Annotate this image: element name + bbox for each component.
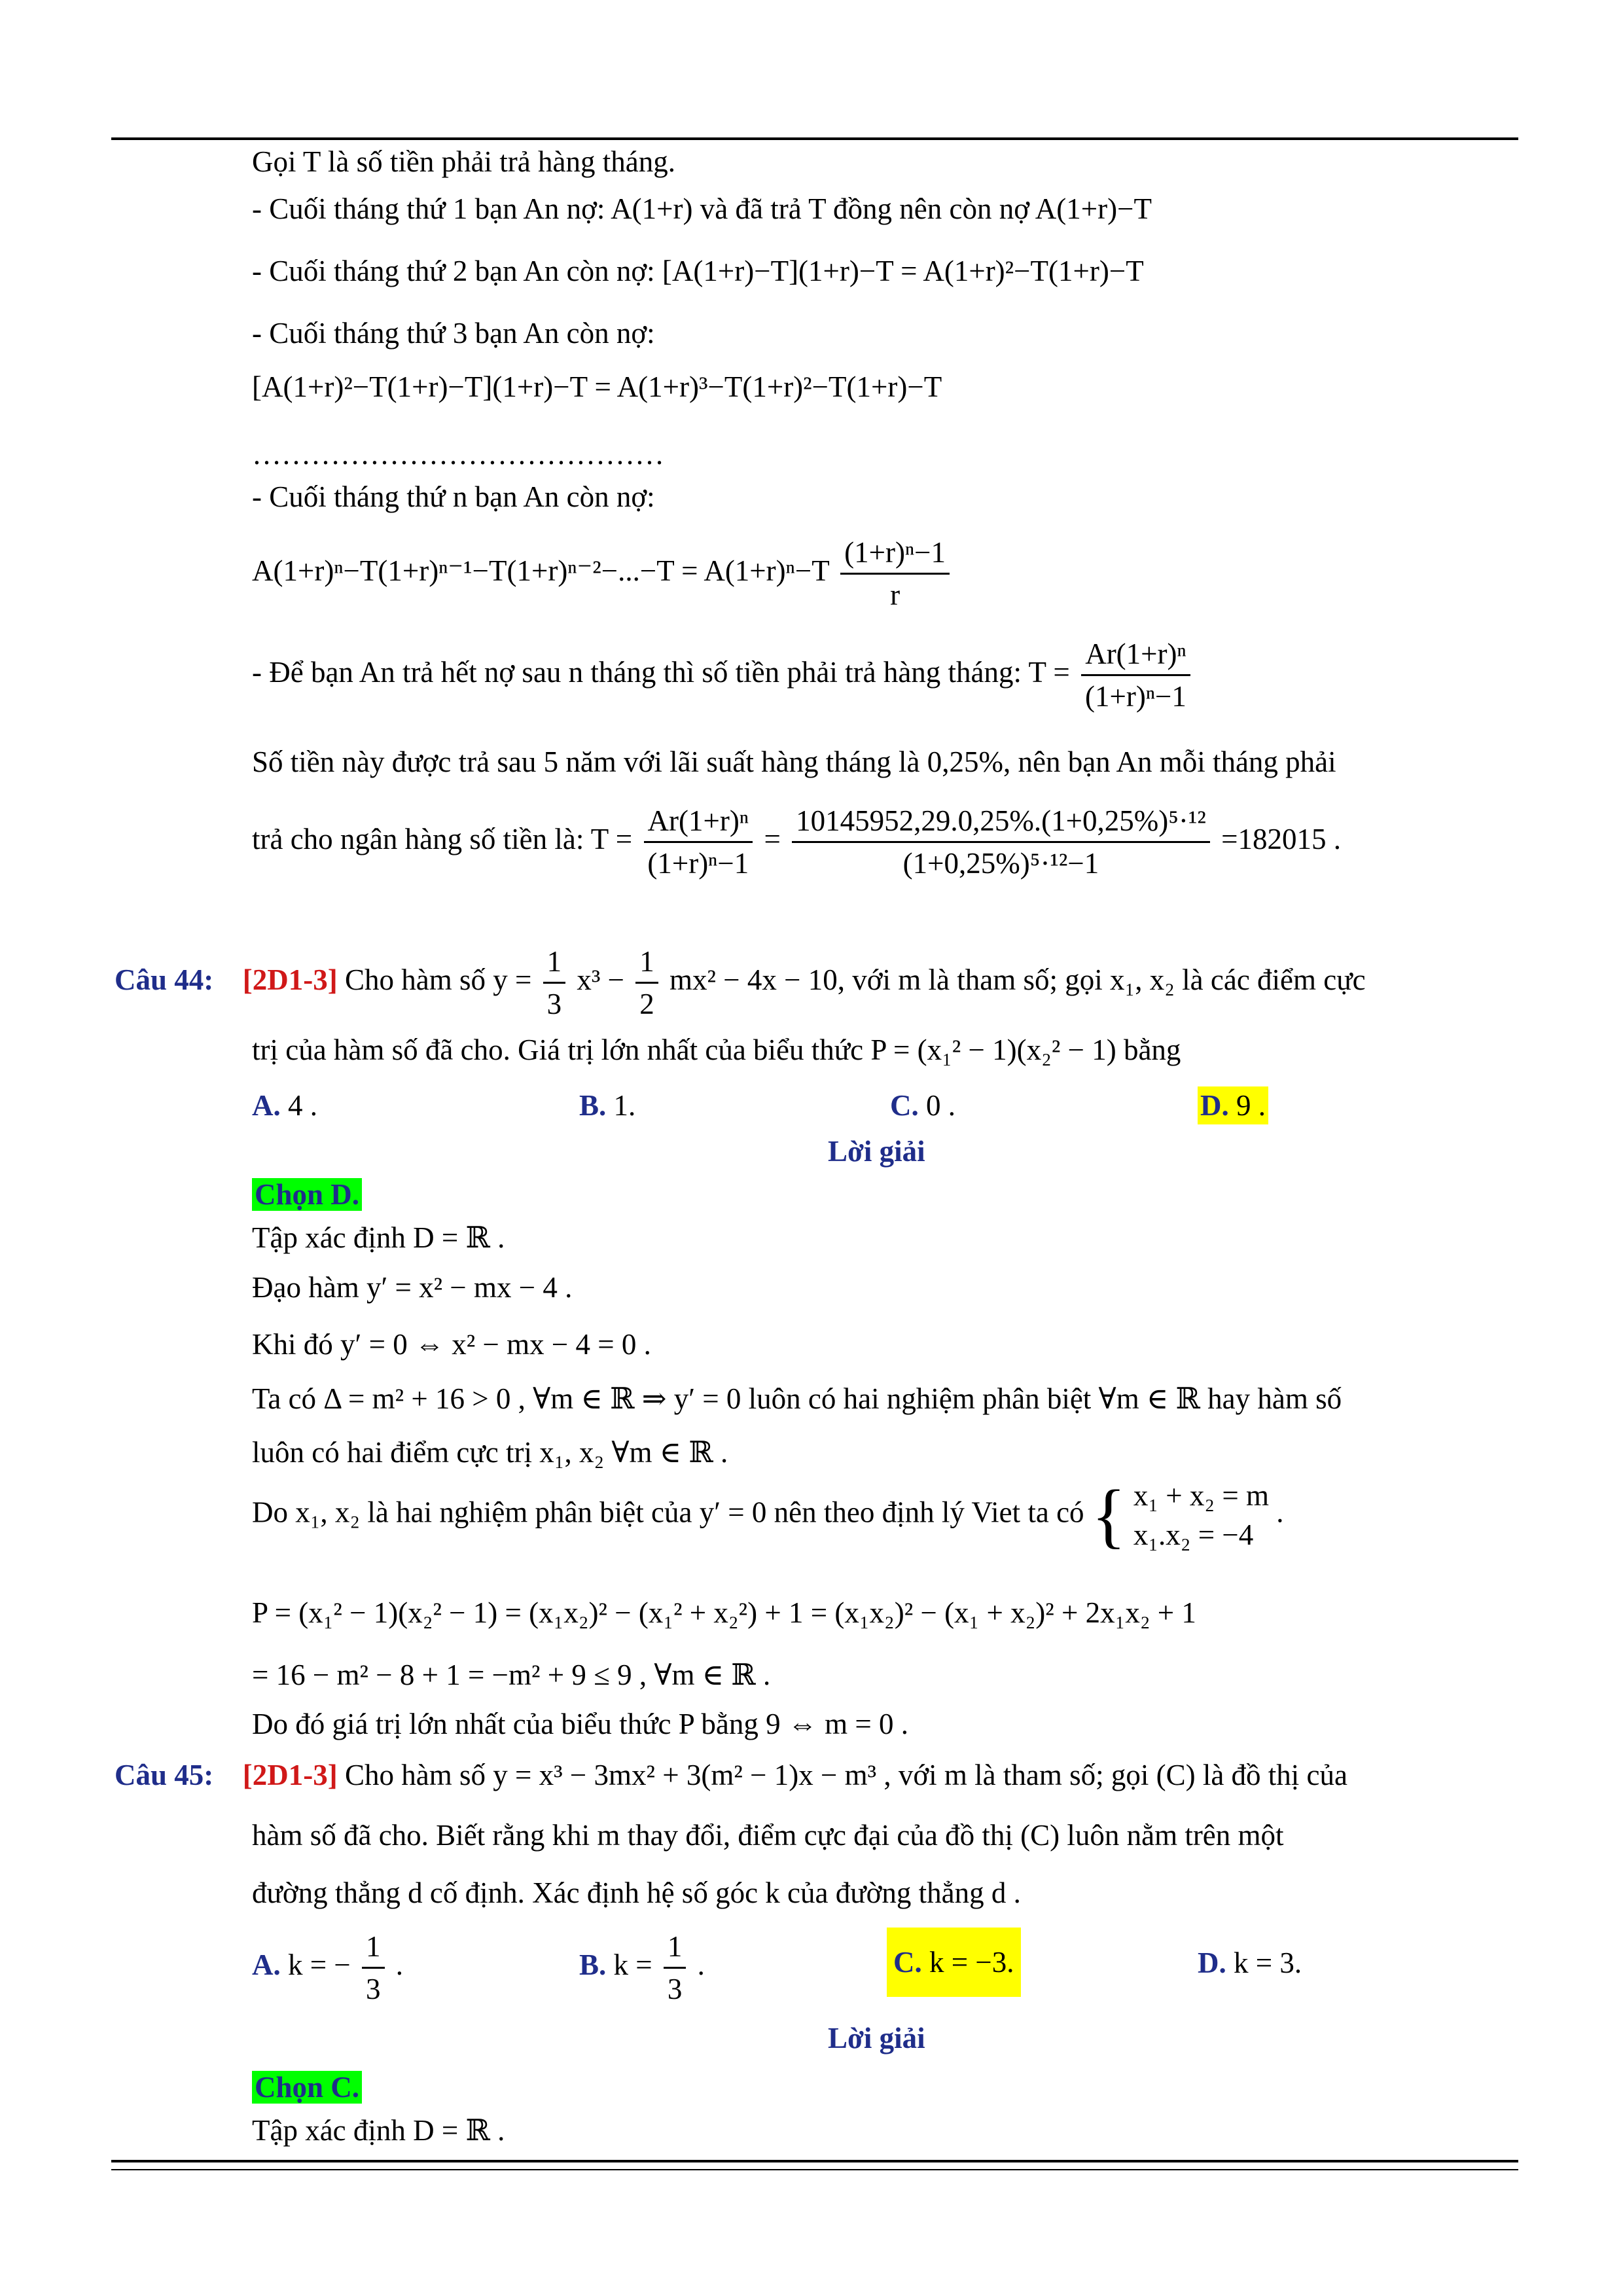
viet-sum: x₁ + x₂ = m [1133, 1479, 1269, 1512]
intro-dots: …………………………………… [252, 438, 664, 471]
option-pre: k = [613, 1948, 652, 1981]
q44-solution-5: luôn có hai điểm cực trị x₁, x₂ ∀m ∈ ℝ . [252, 1436, 728, 1469]
q44-solution-8: = 16 − m² − 8 + 1 = −m² + 9 ≤ 9 , ∀m ∈ ℝ . [252, 1659, 771, 1691]
q44-option-b[interactable] [579, 1086, 635, 1124]
intro-line-8-text: - Để bạn An trả hết nợ sau n tháng thì số tiền phải trả hàng tháng: T = [252, 655, 1070, 689]
intro-line-10-result: =182015 . [1221, 822, 1341, 855]
viet-text: Do x₁, x₂ là hai nghiệm phân biệt của y′ = 0 nên theo định lý Viet ta có [252, 1496, 1084, 1529]
q44-solution-6 [252, 1476, 1284, 1554]
intro-line-10: trả cho ngân hàng số tiền là: T = $\frac{\text{Ar(1+r)ⁿ}}{\text{(1+r)ⁿ−1}}$ = $\frac{\text{10145952,29.0,25\%.(1+0,25\%)⁵·¹²}}{\text{(1+0,25\%)⁵·¹²−1}}$ =182015 . [252, 802, 1341, 882]
fraction-numerator: 1 [664, 1928, 687, 1969]
fraction-denominator: 3 [366, 1973, 381, 2005]
q44-solution-9: Do đó giá trị lớn nhất của biểu thức P bằng 9 ⇔ m = 0 . [252, 1708, 908, 1740]
intro-line-10-text: trả cho ngân hàng số tiền là: T = [252, 822, 633, 855]
intro-line-4: - Cuối tháng thứ 3 bạn An còn nợ: [252, 317, 655, 350]
q45-label: Câu 45: [115, 1759, 214, 1791]
fraction-numerator: 1 [543, 942, 566, 984]
q45-stem-line-3: đường thẳng d cố định. Xác định hệ số góc k của đường thẳng d . [252, 1876, 1021, 1909]
header-rule [111, 137, 1518, 140]
footer-rule [111, 2160, 1518, 2170]
q44-loi-giai-heading: Lời giải [828, 1135, 925, 1168]
intro-line-7-fraction [840, 533, 950, 614]
q45-option-d[interactable] [1198, 1944, 1302, 1982]
q44-label: Câu 44: [115, 963, 214, 996]
option-letter: A. [252, 1948, 281, 1981]
q44-stem-post: mx² − 4x − 10, với m là tham số; gọi x₁, x₂ là các điểm cực [669, 963, 1366, 996]
option-post: . [395, 1948, 404, 1981]
option-pre: k = − [288, 1948, 351, 1981]
option-value: 9 . [1236, 1089, 1266, 1122]
q44-tag: [2D1-3] [242, 963, 338, 996]
intro-line-5: [A(1+r)²−T(1+r)−T](1+r)−T = A(1+r)³−T(1+r)²−T(1+r)−T [252, 370, 942, 403]
fraction-denominator: (1+r)ⁿ−1 [647, 847, 749, 880]
q44-option-c[interactable] [890, 1086, 955, 1124]
option-letter: C. [893, 1946, 922, 1979]
q44-chon-badge [252, 1175, 362, 1213]
intro-line-10-fraction-2 [792, 802, 1210, 882]
q45-stem-line-1 [115, 1756, 1347, 1794]
intro-line-8 [252, 635, 1194, 715]
option-letter: D. [1200, 1089, 1229, 1122]
q44-solution-2: Đạo hàm y′ = x² − mx − 4 . [252, 1271, 573, 1304]
q44-stem-pre: Cho hàm số y = [344, 963, 532, 996]
intro-line-1: Gọi T là số tiền phải trả hàng tháng. [252, 145, 675, 178]
intro-line-8-fraction [1081, 635, 1190, 715]
intro-line-7-lhs: A(1+r)ⁿ−T(1+r)ⁿ⁻¹−T(1+r)ⁿ⁻²−...−T = A(1+r)ⁿ−T [252, 554, 829, 587]
option-post: . [697, 1948, 705, 1981]
option-value: 1. [613, 1089, 636, 1122]
chosen-answer: Chọn C. [252, 2071, 362, 2104]
option-letter: B. [579, 1948, 607, 1981]
q44-solution-7: P = (x₁² − 1)(x₂² − 1) = (x₁x₂)² − (x₁² + x₂²) + 1 = (x₁x₂)² − (x₁ + x₂)² + 2x₁x₂ + 1 [252, 1596, 1196, 1629]
intro-line-3: - Cuối tháng thứ 2 bạn An còn nợ: [A(1+r)−T](1+r)−T = A(1+r)²−T(1+r)−T [252, 255, 1144, 287]
option-letter: B. [579, 1089, 607, 1122]
option-letter: A. [252, 1089, 281, 1122]
q44-stem-mid: x³ − [577, 963, 624, 996]
option-letter: C. [890, 1089, 919, 1122]
q45-solution-1: Tập xác định D = ℝ . [252, 2114, 505, 2147]
intro-line-9: Số tiền này được trả sau 5 năm với lãi suất hàng tháng là 0,25%, nên bạn An mỗi tháng phải [252, 745, 1336, 778]
q44-option-d-correct[interactable] [1198, 1086, 1268, 1124]
q45-stem-1: Cho hàm số y = x³ − 3mx² + 3(m² − 1)x − m³ , với m là tham số; gọi (C) là đồ thị của [344, 1759, 1348, 1791]
fraction-numerator: 1 [635, 942, 658, 984]
q45-stem-line-2: hàm số đã cho. Biết rằng khi m thay đổi, điểm cực đại của đồ thị (C) luôn nằm trên một [252, 1819, 1284, 1852]
fraction-denominator: 3 [667, 1973, 683, 2005]
fraction-numerator: 10145952,29.0,25%.(1+0,25%)⁵·¹² [792, 802, 1210, 843]
fraction-denominator: 3 [546, 988, 562, 1020]
q44-option-a[interactable] [252, 1086, 317, 1124]
fraction-denominator: r [890, 579, 901, 611]
fraction-numerator: 1 [362, 1928, 385, 1969]
q44-fraction-one-half [635, 942, 658, 1023]
fraction-numerator: (1+r)ⁿ−1 [840, 533, 950, 575]
viet-end: . [1276, 1496, 1284, 1529]
q45-option-c-correct[interactable] [887, 1928, 1021, 1997]
fraction-denominator: (1+0,25%)⁵·¹²−1 [902, 847, 1099, 880]
q44-solution-3: Khi đó y′ = 0 ⇔ x² − mx − 4 = 0 . [252, 1328, 651, 1361]
option-value: k = −3. [929, 1946, 1014, 1979]
fraction-denominator: 2 [639, 988, 654, 1020]
q44-stem-line-1 [115, 942, 1366, 1023]
viet-product: x₁.x₂ = −4 [1133, 1518, 1254, 1551]
q45-tag: [2D1-3] [242, 1759, 338, 1791]
intro-line-10-fraction-1 [643, 802, 753, 882]
intro-line-7 [252, 533, 954, 614]
q44-solution-1: Tập xác định D = ℝ . [252, 1221, 505, 1254]
q45-chon-badge [252, 2068, 362, 2106]
intro-line-6: - Cuối tháng thứ n bạn An còn nợ: [252, 480, 655, 513]
q45-loi-giai-heading: Lời giải [828, 2022, 925, 2054]
fraction-numerator: Ar(1+r)ⁿ [644, 802, 753, 843]
option-value: 4 . [288, 1089, 317, 1122]
option-fraction [362, 1928, 385, 2008]
fraction-denominator: (1+r)ⁿ−1 [1085, 680, 1186, 713]
option-value: 0 . [926, 1089, 955, 1122]
fraction-numerator: Ar(1+r)ⁿ [1081, 635, 1190, 676]
q44-fraction-one-third [543, 942, 566, 1023]
system-brace: { [1091, 1475, 1126, 1555]
q44-solution-4: Ta có Δ = m² + 16 > 0 , ∀m ∈ ℝ ⇒ y′ = 0 luôn có hai nghiệm phân biệt ∀m ∈ ℝ hay hàm số [252, 1382, 1342, 1415]
intro-line-2: - Cuối tháng thứ 1 bạn An nợ: A(1+r) và đã trả T đồng nên còn nợ A(1+r)−T [252, 192, 1152, 225]
viet-system [1133, 1476, 1269, 1554]
q45-option-a[interactable] [252, 1928, 403, 2008]
option-value: k = 3. [1234, 1946, 1302, 1979]
option-fraction [664, 1928, 687, 2008]
q45-option-b[interactable] [579, 1928, 705, 2008]
option-letter: D. [1198, 1946, 1226, 1979]
chosen-answer: Chọn D. [252, 1178, 362, 1211]
q44-stem-line-2: trị của hàm số đã cho. Giá trị lớn nhất của biểu thức P = (x₁² − 1)(x₂² − 1) bằng [252, 1033, 1181, 1066]
